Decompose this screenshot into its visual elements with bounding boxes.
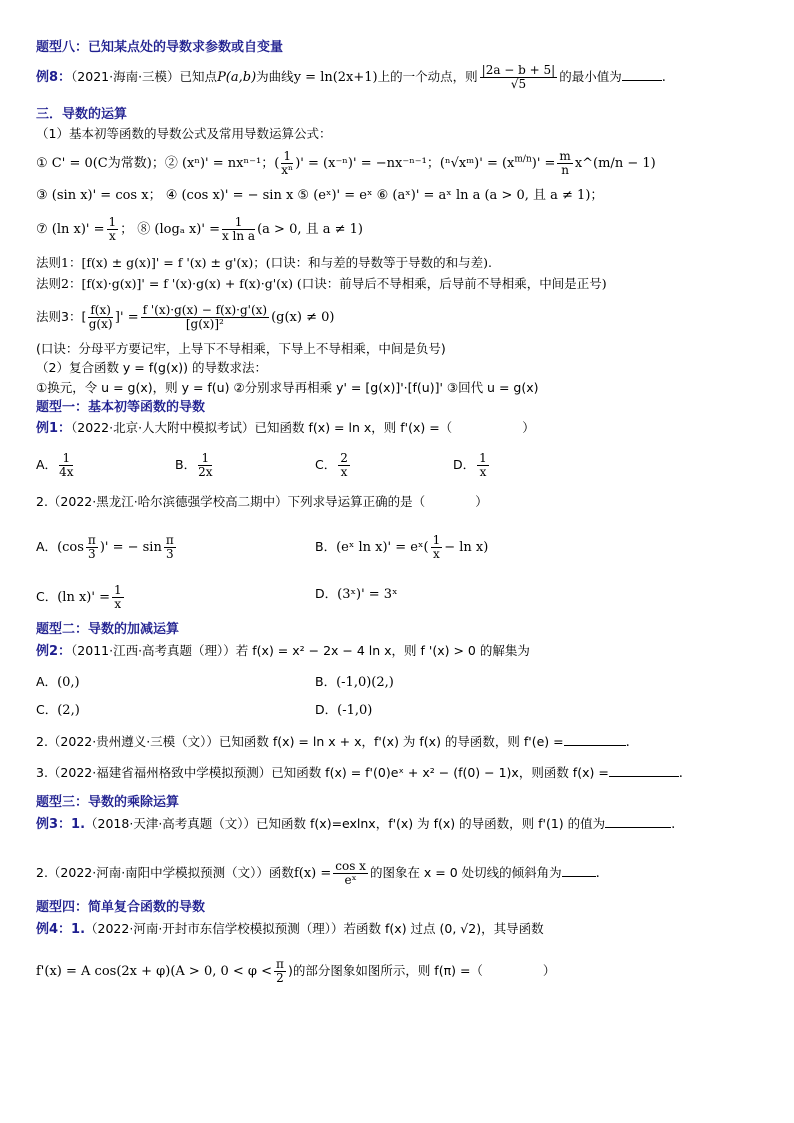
paren-close: ）	[522, 420, 535, 435]
answer-blank[interactable]	[605, 815, 671, 828]
fraction-numerator: 1	[113, 583, 122, 597]
fraction-numerator: m	[559, 149, 571, 163]
formula-text: (g(x) ≠ 0)	[271, 310, 335, 325]
question-text: 2.（2022·黑龙江·哈尔滨德强学校高二期中）下列求导运算正确的是（	[36, 494, 426, 509]
fraction	[141, 304, 270, 331]
fraction-numerator: 1	[281, 150, 293, 164]
composite-derivative-steps: ①换元，令 u = g(x)，则 y = f(u) ②分别求导再相乘 y' = [g(x)]'·[f(u)]' ③回代 u = g(x)	[36, 380, 539, 395]
q2-option-b[interactable]	[315, 534, 488, 561]
formula-line-2: ③ (sin x)' = cos x； ④ (cos x)' = − sin x ⑤ (eˣ)' = eˣ ⑥ (aˣ)' = aˣ ln a (a > 0, 且 a ≠ 1)；	[36, 188, 604, 203]
option-c[interactable]	[315, 452, 352, 479]
rule-3	[36, 304, 334, 331]
formula-text: f(x) =	[293, 866, 332, 881]
fraction-denominator: eˣ	[344, 873, 357, 887]
option-a[interactable]	[36, 452, 75, 479]
formula-text: (ln x)' =	[57, 590, 110, 605]
question-text: （2022·北京·人大附中模拟考试）已知函数 f(x) = ln x，则 f'(x) =（	[71, 420, 453, 435]
q3-option-a[interactable]	[36, 674, 80, 691]
fraction	[86, 534, 98, 561]
question-text: 2.（2022·贵州遵义·三模（文））已知函数 f(x) = ln x + x，f'(x) 为 f(x) 的导函数，则 f'(e) =	[36, 734, 564, 749]
answer-blank[interactable]	[622, 68, 662, 81]
section-heading-derivative-ops: 三．导数的运算	[36, 107, 128, 122]
option-label: C．	[36, 589, 58, 604]
fraction	[557, 150, 572, 177]
formula-text: (eˣ ln x)' = eˣ(	[336, 540, 429, 555]
fraction	[274, 958, 286, 985]
paren-close: ）	[542, 963, 556, 978]
fraction-numerator: π	[87, 533, 96, 547]
option-label: D．	[315, 702, 338, 717]
fraction-denominator: x	[114, 597, 122, 611]
fraction-denominator: x	[432, 547, 440, 561]
example-label: 例8：	[36, 70, 72, 85]
option-text: (-1,0)	[337, 703, 373, 718]
fraction-numerator: 1	[479, 451, 487, 465]
formula-text: ]' =	[114, 310, 139, 325]
question-text: （2018·天津·高考真题（文））已知函数 f(x)=exlnx，f'(x) 为 f(x) 的导函数，则 f'(1) 的值为	[85, 816, 606, 831]
fraction-numerator: 1	[432, 533, 441, 547]
fraction-numerator: 1	[59, 452, 73, 466]
option-d[interactable]	[453, 452, 491, 479]
fraction	[333, 860, 368, 887]
q2-option-a[interactable]	[36, 534, 178, 561]
example-4-continued	[36, 958, 555, 985]
fraction-denominator: [g(x)]²	[185, 317, 224, 331]
fraction-denominator: 3	[88, 547, 96, 561]
fraction-numerator: cos x	[335, 859, 366, 873]
q3-option-b[interactable]	[315, 674, 394, 691]
curve-expression: y = ln(2x+1)	[293, 70, 378, 85]
fraction	[112, 584, 124, 611]
fraction-denominator: √5	[510, 77, 527, 91]
example-8	[36, 64, 666, 91]
formula-text: x^(m/n − 1)	[574, 156, 656, 171]
fraction	[222, 216, 255, 243]
point-expression: P(a,b)	[217, 70, 257, 85]
rule-3-mnemonic: (口诀：分母平方要记牢，上导下不导相乘，下导上不导相乘，中间是负号)	[36, 341, 446, 356]
fraction	[164, 534, 176, 561]
option-label: B．	[315, 539, 337, 554]
example-2	[36, 643, 530, 660]
fraction-numerator: 2	[340, 451, 348, 465]
example-label: 例4：1.	[36, 922, 86, 937]
formula-line-1	[36, 150, 656, 177]
fraction-denominator: 4x	[59, 465, 74, 479]
q3-option-d[interactable]	[315, 702, 372, 719]
fraction	[338, 452, 350, 479]
section-heading-type4: 题型四：简单复合函数的导数	[36, 900, 206, 915]
fraction-numerator: 1	[222, 216, 255, 230]
fraction-numerator: f '(x)·g(x) − f(x)·g'(x)	[142, 303, 268, 317]
fraction-denominator: xⁿ	[281, 163, 294, 177]
formula-line-3	[36, 216, 363, 243]
question-2-2: 2.（2022·贵州遵义·三模（文））已知函数 f(x) = ln x + x，f'(x) 为 f(x) 的导函数，则 f'(e) = .	[36, 734, 630, 750]
formula-text: )' = − sin	[99, 540, 162, 555]
example-3: 例3：1.（2018·天津·高考真题（文））已知函数 f(x)=exlnx，f'(x) 为 f(x) 的导函数，则 f'(1) 的值为 .	[36, 816, 676, 832]
question-text: （2022·河南·开封市东信学校模拟预测（理））若函数 f(x) 过点 (0, √2)，其导函数	[85, 921, 544, 936]
question-2	[36, 494, 488, 511]
answer-blank[interactable]	[562, 864, 596, 877]
fraction-denominator: x ln a	[221, 229, 256, 243]
question-3-2: 2.（2022·河南·南阳中学模拟预测（文））函数f(x) = $\frac{\text{cos x}}{\text{eˣ}}$ 的图象在 x = 0 处切线的倾斜角为 .	[36, 859, 600, 887]
fraction-denominator: g(x)	[88, 317, 113, 331]
section-heading-type2: 题型二：导数的加减运算	[36, 622, 180, 637]
fraction-numerator: |2a − b + 5|	[481, 63, 556, 77]
paren-close: ）	[475, 494, 488, 509]
question-text: )的部分图象如图所示，则 f(π) =（	[287, 963, 483, 978]
q2-option-c[interactable]	[36, 584, 126, 611]
formula-text: (cos	[57, 540, 84, 555]
example-label: 例1：	[36, 421, 72, 436]
formula-text: (A > 0, 0 < φ <	[170, 964, 273, 979]
fraction-numerator: π	[165, 533, 174, 547]
fraction-denominator: x	[108, 229, 116, 243]
fraction-denominator: 2	[276, 971, 284, 985]
option-label: D．	[453, 457, 476, 472]
fraction-denominator: 2x	[198, 465, 213, 479]
text-fragment: 为曲线	[256, 69, 294, 84]
fraction-numerator: f(x)	[90, 303, 111, 317]
fraction-denominator: 3	[165, 547, 174, 561]
fraction-numerator: π	[276, 957, 284, 971]
option-label: A．	[36, 674, 58, 689]
formula-text: ⑦ (ln x)' =	[36, 222, 105, 237]
formula-text: − ln x)	[444, 540, 489, 555]
answer-blank[interactable]	[564, 733, 626, 746]
q3-option-c[interactable]	[36, 702, 80, 719]
example-1	[36, 420, 535, 437]
composite-derivative-method: （2）复合函数 y = f(g(x)) 的导数求法：	[36, 360, 267, 375]
option-text: (0,)	[57, 675, 80, 690]
option-label: A．	[36, 539, 58, 554]
formula-text: ； ⑧ (logₐ x)' =	[120, 222, 220, 237]
option-text: (-1,0)(2,)	[336, 675, 394, 690]
question-text: 2.（2022·河南·南阳中学模拟预测（文））函数	[36, 865, 294, 880]
option-label: C．	[315, 457, 337, 472]
text-fragment: 的最小值为	[559, 69, 622, 84]
example-4	[36, 921, 544, 938]
fraction-denominator: x	[479, 465, 487, 479]
formula-text: f'(x) = A cos(2x + φ)	[36, 964, 171, 979]
section-heading-type3: 题型三：导数的乘除运算	[36, 795, 180, 810]
option-b[interactable]	[175, 452, 214, 479]
fraction-numerator: 1	[198, 452, 212, 466]
rule-2: 法则2：[f(x)·g(x)]' = f '(x)·g(x) + f(x)·g'(x) (口诀：前导后不导相乘，后导前不导相乘，中间是正号)	[36, 276, 607, 291]
option-label: C．	[36, 702, 58, 717]
formula-text: ① C' = 0(C为常数)；② (xⁿ)' = nxⁿ⁻¹；(	[36, 156, 280, 171]
fraction	[59, 452, 73, 479]
example-label: 例3：1.	[36, 817, 86, 832]
formula-text: )' =	[531, 156, 556, 171]
fraction	[88, 304, 113, 331]
question-2-3: 3.（2022·福建省福州格致中学模拟预测）已知函数 f(x) = f'(0)eˣ + x² − (f(0) − 1)x，则函数 f(x) = .	[36, 765, 683, 781]
option-label: A．	[36, 457, 58, 472]
formula-text: (a > 0, 且 a ≠ 1)	[257, 222, 363, 237]
formula-text: (3ˣ)' = 3ˣ	[337, 587, 398, 602]
option-label: B．	[175, 457, 197, 472]
subsection-basic-formulas: （1）基本初等函数的导数公式及常用导数运算公式：	[36, 126, 332, 141]
answer-blank[interactable]	[609, 764, 679, 777]
option-label: D．	[315, 586, 338, 601]
fraction	[480, 64, 558, 91]
question-text: （2011·江西·高考真题（理））若 f(x) = x² − 2x − 4 ln x，则 f '(x) > 0 的解集为	[71, 643, 530, 658]
exponent: m/n	[514, 154, 532, 165]
fraction-denominator: n	[561, 163, 569, 177]
fraction	[198, 452, 212, 479]
fraction-denominator: x	[340, 465, 348, 479]
period: .	[661, 70, 666, 85]
rule-label: 法则3：[	[36, 309, 87, 324]
fraction	[431, 534, 443, 561]
section-heading-type1: 题型一：基本初等函数的导数	[36, 400, 206, 415]
option-label: B．	[315, 674, 337, 689]
fraction-numerator: 1	[108, 215, 117, 229]
fraction	[107, 216, 119, 243]
question-text: 3.（2022·福建省福州格致中学模拟预测）已知函数 f(x) = f'(0)eˣ + x² − (f(0) − 1)x，则函数 f(x) =	[36, 765, 609, 780]
text-fragment: 上的一个动点，则	[377, 69, 478, 84]
question-text: 的图象在 x = 0 处切线的倾斜角为	[369, 865, 562, 880]
rule-1: 法则1：[f(x) ± g(x)]' = f '(x) ± g'(x)；(口诀：和与差的导数等于导数的和与差).	[36, 255, 492, 270]
formula-text: )' = (x⁻ⁿ)' = −nx⁻ⁿ⁻¹；(ⁿ√xᵐ)' = (x	[295, 156, 515, 171]
option-text: (2,)	[57, 703, 80, 718]
fraction	[281, 150, 293, 177]
example-source: （2021·海南·三模）已知点	[71, 69, 218, 84]
example-label: 例2：	[36, 644, 72, 659]
q2-option-d[interactable]	[315, 586, 398, 603]
section-heading-type8: 题型八：已知某点处的导数求参数或自变量	[36, 40, 284, 55]
fraction	[477, 452, 489, 479]
